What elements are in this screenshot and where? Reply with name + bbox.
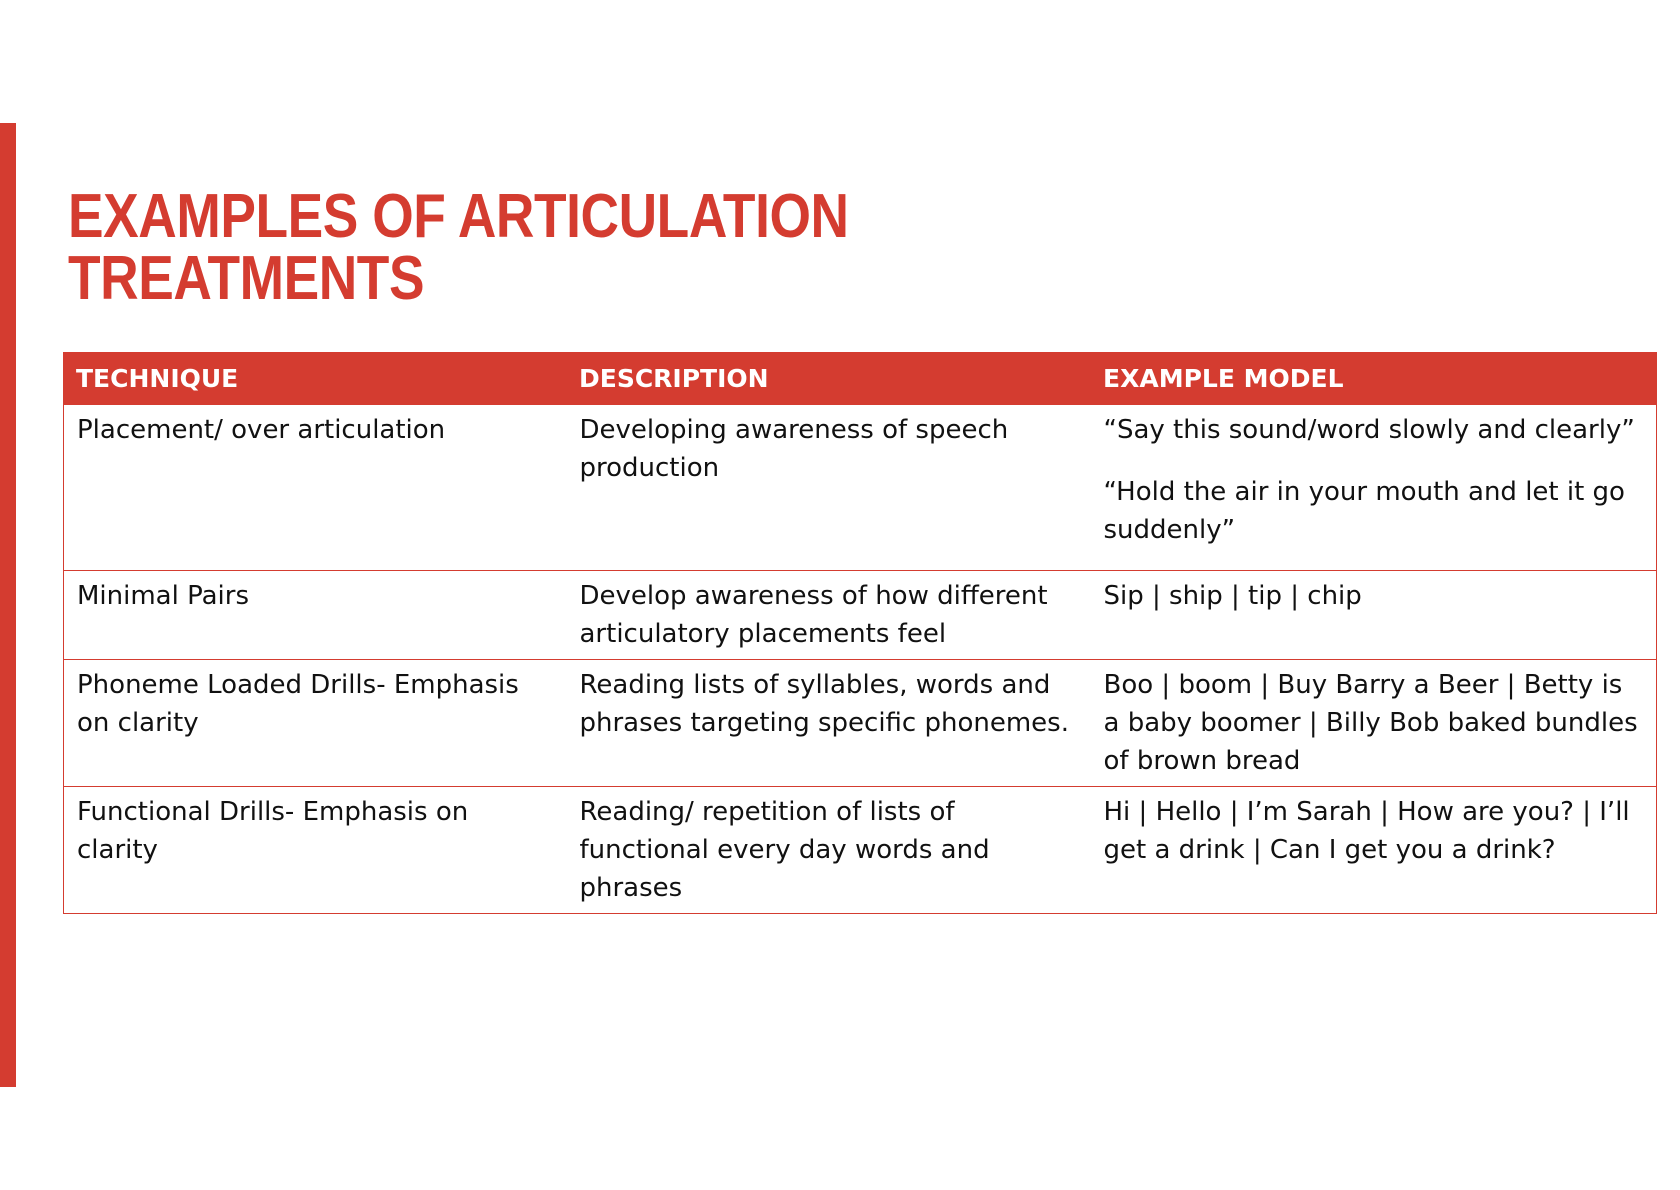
example-cell bbox=[1091, 660, 1657, 787]
technique-cell: Phoneme Loaded Drills- Emphasis on clarity bbox=[64, 660, 567, 787]
example-cell bbox=[1091, 571, 1657, 660]
description-cell: Reading/ repetition of lists of functional every day words and phrases bbox=[567, 787, 1091, 914]
description-cell: Develop awareness of how different articulatory placements feel bbox=[567, 571, 1091, 660]
technique-cell: Placement/ over articulation bbox=[64, 405, 567, 571]
example-text: Sip | ship | tip | chip bbox=[1103, 581, 1362, 611]
header-description: DESCRIPTION bbox=[567, 353, 1091, 405]
technique-cell: Functional Drills- Emphasis on clarity bbox=[64, 787, 567, 914]
example-cell bbox=[1091, 405, 1657, 571]
treatments-table bbox=[63, 352, 1657, 914]
table-row bbox=[64, 405, 1657, 571]
example-text: “Say this sound/word slowly and clearly” bbox=[1103, 415, 1635, 445]
description-cell: Reading lists of syllables, words and phrases targeting specific phonemes. bbox=[567, 660, 1091, 787]
page-title-line-1: EXAMPLES OF ARTICULATION bbox=[68, 182, 849, 251]
page-title-line-2: TREATMENTS bbox=[68, 244, 425, 313]
table-row bbox=[64, 787, 1657, 914]
technique-cell: Minimal Pairs bbox=[64, 571, 567, 660]
header-technique: TECHNIQUE bbox=[64, 353, 567, 405]
header-example-model: EXAMPLE MODEL bbox=[1091, 353, 1657, 405]
table-row bbox=[64, 660, 1657, 787]
example-text: “Hold the air in your mouth and let it go suddenly” bbox=[1103, 477, 1625, 545]
table-row bbox=[64, 571, 1657, 660]
page-title bbox=[68, 182, 849, 313]
accent-bar bbox=[0, 123, 16, 1087]
description-cell: Developing awareness of speech production bbox=[567, 405, 1091, 571]
example-cell bbox=[1091, 787, 1657, 914]
example-text: Boo | boom | Buy Barry a Beer | Betty is a baby boomer | Billy Bob baked bundles of brown bread bbox=[1103, 670, 1638, 776]
example-text: Hi | Hello | I’m Sarah | How are you? | I’ll get a drink | Can I get you a drink? bbox=[1103, 797, 1630, 865]
table-header-row bbox=[64, 353, 1657, 405]
